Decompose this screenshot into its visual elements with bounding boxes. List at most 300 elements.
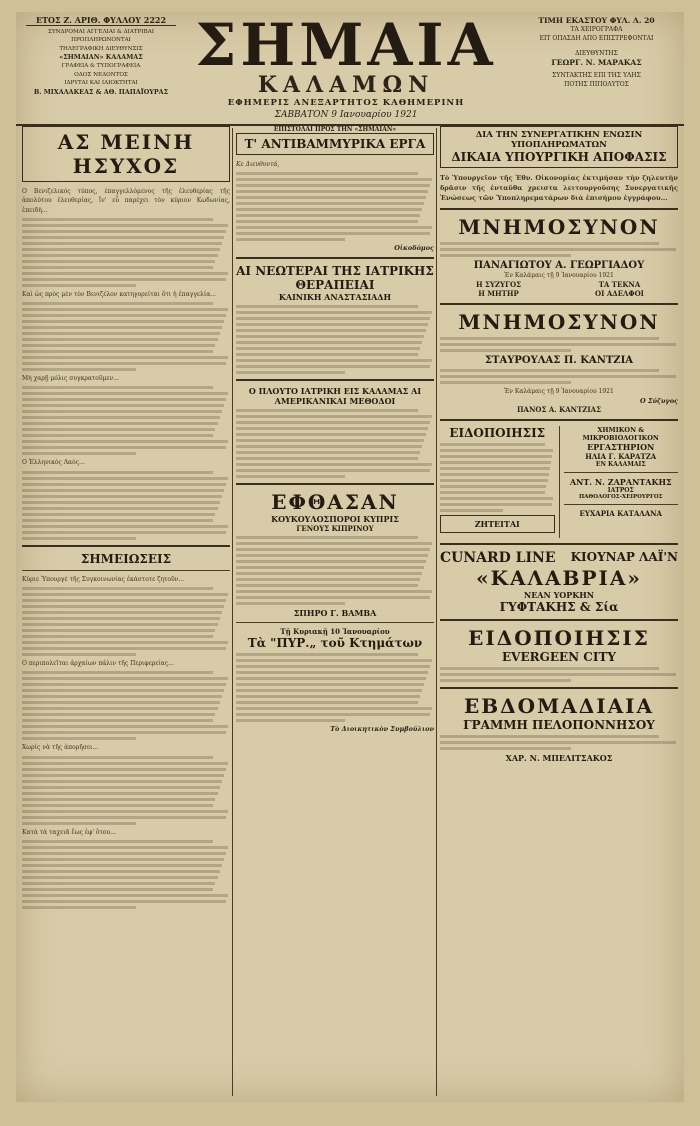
offices-label: ΓΡΑΦΕΙΑ & ΤΥΠΟΓΡΑΦΕΙΑ — [61, 62, 141, 69]
print-line — [22, 695, 222, 698]
lead-article — [22, 126, 230, 182]
ship-name: «ΚΑΛΑΒΡΙΑ» — [476, 565, 642, 590]
print-line — [236, 653, 418, 656]
arrival-subheadline: ΚΟΥΚΟΥΛΟΣΠΟΡΟΙ ΚΥΠΡΙΣ — [271, 514, 399, 525]
print-line — [22, 864, 222, 867]
column-3 — [440, 126, 678, 1098]
section-divider — [440, 543, 678, 545]
price-line: ΤΙΜΗ ΕΚΑΣΤΟΥ ΦΥΛ. Λ. 20 — [538, 16, 655, 25]
doctor-name: ΑΝΤ. Ν. ΖΑΡΑΝΤΑΚΗΣ — [569, 476, 672, 487]
print-line — [236, 578, 420, 581]
memorial-2-date: Ἐν Καλάμαις τῇ 9 Ἰανουαρίου 1921 — [504, 388, 614, 396]
print-line — [440, 381, 571, 384]
print-line — [22, 792, 218, 795]
print-line — [440, 741, 676, 744]
article-text — [440, 667, 678, 682]
print-line — [236, 602, 345, 605]
print-line — [236, 439, 424, 442]
telegraph-address: «ΣΗΜΑΙΑΝ» ΚΑΛΑΜΑΣ — [59, 53, 143, 62]
memorial-2-title: ΜΝΗΜΟΣΥΝΟΝ — [458, 310, 660, 335]
signatory: Η ΣΥΖΥΓΟΣ — [475, 280, 522, 290]
signatory: Η ΜΗΤΗΡ — [478, 289, 519, 299]
cooperative-article — [440, 126, 678, 168]
print-line — [22, 326, 222, 329]
doctor-desc: ΠΑΘΟΛΟΓΟΣ-ΧΕΙΡΟΥΡΓΟΣ — [578, 493, 663, 500]
print-line — [440, 349, 571, 352]
print-line — [236, 202, 424, 205]
section-divider — [440, 208, 678, 210]
article-text — [22, 840, 230, 909]
lab-owner: ΗΛΙΑ Γ. ΚΑΡΑΤΖΑ — [585, 451, 657, 461]
print-line — [236, 659, 432, 662]
print-line — [22, 507, 218, 510]
print-line — [22, 707, 218, 710]
print-line — [236, 371, 345, 374]
print-line — [236, 226, 432, 229]
print-line — [22, 272, 228, 275]
telegraph-label: ΤΗΛΕΓΡΑΦΙΚΗ ΔΙΕΥΘΥΝΣΙΣ — [59, 45, 143, 52]
print-line — [236, 590, 432, 593]
signatory: ΟΙ ΑΔΕΛΦΟΙ — [595, 289, 644, 299]
print-line — [236, 707, 432, 710]
print-line — [22, 302, 213, 305]
print-line — [22, 677, 228, 680]
print-line — [236, 695, 420, 698]
print-line — [236, 329, 426, 332]
pharmacy-name: ΕΥΧΑΡΙΑ ΚΑΤΑΛΑΝΑ — [579, 508, 662, 518]
newspaper-subtitle: ΚΑΛΑΜΩΝ — [257, 72, 435, 98]
newspaper-title: ΣΗΜΑΙΑ — [195, 12, 497, 79]
print-line — [22, 428, 215, 431]
print-line — [22, 894, 228, 897]
print-line — [22, 671, 213, 674]
print-line — [22, 846, 228, 849]
print-line — [22, 798, 215, 801]
print-line — [236, 184, 430, 187]
issue-date: ΣΑΒΒΑΤΟΝ 9 Ιανουαρίου 1921 — [274, 110, 418, 120]
print-line — [22, 338, 218, 341]
print-line — [22, 224, 228, 227]
print-line — [22, 320, 224, 323]
print-line — [22, 725, 228, 728]
notes-paragraph: Χωρὶς νὰ τῆς ἀπορῆσει... — [22, 744, 99, 752]
print-line — [440, 337, 659, 340]
street-line: ΟΔΟΣ ΝΕΔΟΝΤΟΣ — [74, 71, 128, 78]
arrival-headline: ΕΦΘΑΣΑΝ — [271, 490, 399, 515]
masthead-right — [519, 16, 674, 89]
print-line — [236, 572, 422, 575]
print-line — [236, 560, 426, 563]
letter-signature: Οἰκοδόμος — [394, 244, 434, 253]
print-line — [22, 236, 224, 239]
signatory: ΤΑ ΤΕΚΝΑ — [598, 280, 641, 290]
print-line — [236, 317, 430, 320]
print-line — [236, 172, 418, 175]
print-line — [22, 737, 136, 740]
print-line — [22, 683, 226, 686]
letter-article — [236, 133, 434, 155]
memorial-1-title: ΜΝΗΜΟΣΥΝΟΝ — [458, 215, 660, 239]
agent-name: ΓΥΦΤΑΚΗΣ & Σία — [499, 599, 619, 614]
subscriptions-line: ΣΥΝΔΡΟΜΑΙ ΑΓΓΕΛΙΑΙ & ΔΙΑΤΡΙΒΑΙ — [48, 28, 154, 35]
article-text — [22, 471, 230, 540]
print-line — [22, 284, 136, 287]
print-line — [440, 491, 545, 494]
masthead-center — [181, 12, 511, 120]
print-line — [440, 509, 503, 512]
section-divider — [22, 545, 230, 547]
print-line — [236, 566, 424, 569]
editor-name: ΠΟΤΗΣ ΠΙΠΟΛΥΤΟΣ — [564, 81, 629, 88]
newspaper-tagline: ΕΦΗΜΕΡΙΣ ΑΝΕΞΑΡΤΗΤΟΣ ΚΑΘΗΜΕΡΙΝΗ — [227, 98, 465, 108]
print-line — [22, 525, 228, 528]
lab-title: ΧΗΜΙΚΟΝ & ΜΙΚΡΟΒΙΟΛΟΓΙΚΟΝ — [582, 425, 659, 442]
print-line — [236, 677, 426, 680]
print-line — [22, 768, 226, 771]
director-label: ΔΙΕΥΘΥΝΤΗΣ — [575, 50, 618, 57]
article-text — [236, 172, 434, 241]
print-line — [22, 483, 226, 486]
print-line — [22, 774, 224, 777]
print-line — [440, 467, 550, 470]
letter-headline: Τ' ΑΝΤΙΒΑΜΜΥΡΙΚΑ ΕΡΓΑ — [244, 137, 426, 151]
editor-label: ΣΥΝΤΑΚΤΗΣ ΕΠΙ ΤΗΣ ΥΛΗΣ — [552, 72, 641, 79]
section-divider — [440, 619, 678, 621]
print-line — [236, 178, 432, 181]
print-line — [440, 485, 546, 488]
article-text — [236, 653, 434, 722]
memorial-2-signatory: ΠΑΝΟΣ Α. ΚΑΝΤΖΙΑΣ — [516, 404, 602, 414]
weekly-title: ΕΒΔΟΜΑΔΙΑΙΑ — [463, 693, 654, 718]
ads-row — [440, 426, 678, 538]
ship-destination: ΝΕΑΝ ΥΟΡΚΗΝ — [523, 589, 595, 600]
print-line — [440, 497, 553, 500]
print-line — [22, 537, 136, 540]
wanted-title: ΖΗΤΕΙΤΑΙ — [474, 518, 520, 529]
notice-2-title: ΕΙΔΟΠΟΙΗΣΙΣ — [468, 625, 650, 650]
print-line — [22, 350, 213, 353]
print-line — [22, 858, 224, 861]
print-line — [22, 410, 222, 413]
print-line — [236, 463, 432, 466]
medical-headline: ΑΙ ΝΕΩΤΕΡΑΙ ΤΗΣ ΙΑΤΡΙΚΗΣ ΘΕΡΑΠΕΙΑΙ — [236, 264, 434, 293]
print-line — [22, 906, 136, 909]
print-line — [22, 593, 228, 596]
print-line — [236, 689, 422, 692]
print-line — [440, 461, 551, 464]
print-line — [22, 362, 226, 365]
print-line — [440, 343, 676, 346]
print-line — [236, 365, 430, 368]
notes-headline: ΣΗΜΕΙΩΣΕΙΣ — [80, 551, 172, 566]
weekly-subtitle: ΓΡΑΜΜΗ ΠΕΛΟΠΟΝΝΗΣΟΥ — [463, 717, 655, 732]
notice-title: ΕΙΔΟΠΟΙΗΣΙΣ — [449, 425, 546, 440]
lead-paragraph: Ο Βενιζελικός τύπος, έπαγγελλόμενος τῆς ἐλευθερίας τῆς ἀπολύτου ἐλευθερίας, ἵν' εὗ παρέχει τὸν κύριον Κωδωνίας, ἐπειδὴ... — [22, 188, 230, 214]
print-line — [440, 503, 552, 506]
letter-greeting: Κε Διευθυντά, — [236, 161, 280, 168]
print-line — [22, 629, 215, 632]
cunard-greek-title: ΚΙΟΥΝΑΡ ΛΑΪ'Ν — [570, 549, 678, 564]
print-line — [236, 719, 345, 722]
print-line — [22, 876, 218, 879]
article-text — [22, 671, 230, 740]
notes-paragraph: Ο περιπολεῖται ἀρχαίων πάλιν τῆς Περιφερείας... — [22, 660, 174, 668]
print-line — [236, 208, 422, 211]
print-line — [440, 473, 549, 476]
print-line — [236, 683, 424, 686]
column-2 — [236, 126, 434, 1098]
lab-place: ΕΝ ΚΑΛΑΜΑΙΣ — [595, 460, 646, 468]
physician-headline: Ο ΠΛΟΥΤΟ ΙΑΤΡΙΚΗ ΕΙΣ ΚΑΛΑΜΑΣ ΑΙ ΑΜΕΡΙΚΑΝΙΚΑΙ ΜΕΘΟΔΟΙ — [248, 386, 422, 407]
print-line — [440, 443, 545, 446]
print-line — [440, 254, 571, 257]
divider — [564, 504, 679, 505]
print-line — [236, 445, 422, 448]
print-line — [236, 665, 430, 668]
manuscripts-label: ΤΑ ΧΕΙΡΟΓΡΑΦΑ — [570, 26, 623, 33]
event-date: Τῇ Κυριακῇ 10 Ἰανουαρίου — [280, 627, 390, 637]
print-line — [22, 756, 213, 759]
lab-subtitle: ΕΡΓΑΣΤΗΡΙΟΝ — [587, 441, 655, 452]
print-line — [236, 421, 430, 424]
print-line — [236, 596, 430, 599]
print-line — [236, 305, 418, 308]
print-line — [440, 673, 676, 676]
print-line — [22, 422, 218, 425]
print-line — [22, 531, 226, 534]
print-line — [236, 311, 432, 314]
print-line — [236, 701, 418, 704]
section-divider — [440, 687, 678, 689]
manuscripts-note: ΕΙΤ ΟΠΑΣΔΗ ΑΠΟ ΕΠΙΣΤΡΕΦΟΝΤΑΙ — [539, 35, 654, 42]
print-line — [22, 260, 215, 263]
article-text — [236, 536, 434, 605]
divider — [236, 622, 434, 623]
lead-paragraph: Μὴ χαρῇ μόλις συγκρατοῦμεν... — [22, 375, 119, 383]
print-line — [440, 735, 659, 738]
memorial-1-name: ΠΑΝΑΓΙΩΤΟΥ Α. ΓΕΩΡΓΙΑΔΟΥ — [473, 260, 645, 271]
print-line — [22, 416, 220, 419]
medical-subheadline: ΚΑΙΝΙΚΗ ΑΝΑΣΤΑΣΙΑΔΗ — [278, 292, 392, 303]
print-line — [22, 611, 222, 614]
memorial-2-sign: Ο Σύζυγος — [640, 396, 678, 405]
print-line — [236, 214, 420, 217]
event-title: Τὰ "ΠΥΡ.„ τοῦ Κτημάτων — [247, 636, 423, 651]
print-line — [22, 386, 213, 389]
article-text — [440, 735, 678, 750]
notes-paragraph: Κύριε Ὑπουργὲ τῆς Συγκοινωνίας ἐκάστοτε ζητοῦν... — [22, 575, 184, 583]
print-line — [22, 266, 213, 269]
print-line — [22, 647, 226, 650]
divider — [22, 570, 230, 571]
print-line — [22, 230, 226, 233]
print-line — [22, 308, 228, 311]
print-line — [440, 455, 552, 458]
article-text — [22, 587, 230, 656]
wanted-ad — [440, 515, 555, 533]
masthead — [16, 12, 684, 126]
print-line — [22, 332, 220, 335]
print-line — [236, 359, 432, 362]
print-line — [22, 356, 228, 359]
lead-paragraph: Ο Ἑλληνικὸς Λαὸς... — [22, 459, 85, 467]
print-line — [440, 248, 676, 251]
print-line — [22, 398, 226, 401]
print-line — [440, 242, 659, 245]
print-line — [22, 489, 224, 492]
print-line — [22, 816, 226, 819]
letters-header: ΕΠΙΣΤΟΛΑΙ ΠΡΟΣ ΤΗΝ «ΣΗΜΑΙΑΝ» — [273, 126, 397, 133]
director-name: ΓΕΩΡΓ. Ν. ΜΑΡΑΚΑΣ — [551, 58, 642, 67]
article-text — [236, 409, 434, 478]
print-line — [22, 653, 136, 656]
article-text — [236, 305, 434, 374]
print-line — [440, 747, 571, 750]
lead-paragraph: Καὶ ὡς πρὸς μὲν τὸν Βενιζέλον κατηγορείται ὅτι ἡ ἐπαγγελία... — [22, 290, 216, 298]
print-line — [22, 248, 220, 251]
print-line — [236, 347, 420, 350]
print-line — [22, 804, 213, 807]
print-line — [22, 870, 220, 873]
print-line — [236, 451, 420, 454]
print-line — [22, 495, 222, 498]
column-1 — [22, 126, 230, 1098]
print-line — [22, 344, 215, 347]
print-line — [22, 587, 213, 590]
print-line — [22, 719, 213, 722]
print-line — [22, 599, 226, 602]
print-line — [22, 701, 220, 704]
memorial-1-date: Ἐν Καλάμαις τῇ 9 Ἰανουαρίου 1921 — [504, 272, 614, 279]
print-line — [236, 475, 345, 478]
print-line — [22, 882, 215, 885]
print-line — [440, 667, 659, 670]
print-line — [22, 840, 213, 843]
section-divider — [440, 419, 678, 421]
divider — [564, 472, 679, 473]
article-text — [440, 369, 678, 384]
print-line — [236, 713, 430, 716]
print-line — [236, 196, 426, 199]
shop-name: ΣΠΗΡΟ Γ. ΒΑΜΒΑ — [293, 608, 377, 619]
print-line — [440, 375, 676, 378]
print-line — [22, 762, 228, 765]
print-line — [440, 479, 548, 482]
print-line — [22, 278, 226, 281]
prepaid-line: ΠΡΟΠΛΗΡΩΝΟΝΤΑΙ — [71, 37, 131, 44]
print-line — [236, 433, 426, 436]
section-divider — [236, 257, 434, 259]
print-line — [236, 554, 428, 557]
print-line — [236, 341, 422, 344]
print-line — [236, 232, 430, 235]
article-text — [22, 756, 230, 825]
column-rule — [436, 128, 437, 1096]
print-line — [236, 190, 428, 193]
print-line — [236, 457, 418, 460]
notice-2-ship: EVERGEEN CITY — [502, 649, 616, 664]
print-line — [440, 369, 659, 372]
print-line — [236, 409, 418, 412]
print-line — [22, 218, 213, 221]
print-line — [236, 335, 424, 338]
print-line — [22, 501, 220, 504]
print-line — [22, 519, 213, 522]
print-line — [22, 477, 228, 480]
print-line — [22, 786, 220, 789]
print-line — [236, 536, 418, 539]
print-line — [236, 584, 418, 587]
doctor-title: ΙΑΤΡΟΣ — [607, 486, 634, 494]
issue-number: ΕΤΟΣ Z. ΑΡΙΘ. ΦΥΛΛΟΥ 2222 — [26, 16, 176, 26]
print-line — [236, 548, 430, 551]
print-line — [22, 434, 213, 437]
cooperative-subheadline: ΔΙΚΑΙΑ ΥΠΟΥΡΓΙΚΗ ΑΠΟΦΑΣΙΣ — [451, 150, 667, 164]
weekly-signature: ΧΑΡ. Ν. ΜΠΕΛΙΤΣΑΚΟΣ — [505, 752, 613, 763]
print-line — [236, 415, 432, 418]
print-line — [22, 641, 228, 644]
print-line — [236, 542, 432, 545]
print-line — [22, 713, 215, 716]
newspaper-page — [16, 12, 684, 1102]
print-line — [236, 353, 418, 356]
print-line — [236, 427, 428, 430]
print-line — [22, 471, 213, 474]
print-line — [22, 368, 136, 371]
founders-label: ΙΔΡΥΤΑΙ ΚΑΙ ΙΔΙΟΚΤΗΤΑΙ — [64, 80, 138, 87]
print-line — [22, 452, 136, 455]
print-line — [22, 810, 228, 813]
print-line — [236, 671, 428, 674]
print-line — [236, 469, 430, 472]
arrival-item: ΓΕΝΟΥΣ ΚΙΠΡΙΝΟΥ — [296, 524, 374, 534]
article-text — [22, 302, 230, 371]
cooperative-paragraph: Τὸ Ὑπουργεῖον τῆς Ἐθν. Οἰκονομίας ἐκτιμήσαν τὴν ζηλευτὴν δρᾶσιν τῆς ἐνταῦθα χρειστα λειτουργοῦσης Συνεργατικῆς Ἑνώσεως τῶν Ὑποπληρεματάρων διὰ ἐπισήμου ἐγγράφου... — [440, 174, 678, 202]
article-text — [440, 242, 678, 257]
print-line — [22, 731, 226, 734]
masthead-left — [26, 16, 176, 96]
print-line — [440, 449, 553, 452]
print-line — [22, 242, 222, 245]
print-line — [236, 323, 428, 326]
memorial-1-signatories — [440, 280, 678, 298]
cooperative-headline: ΔΙΑ ΤΗΝ ΣΥΝΕΡΓΑΤΙΚΗΝ ΕΝΩΣΙΝ ΥΠΟΠΛΗΡΩΜΑΤΩΝ — [475, 130, 643, 150]
print-line — [22, 314, 226, 317]
print-line — [22, 822, 136, 825]
print-line — [22, 392, 228, 395]
article-text — [22, 218, 230, 287]
print-line — [236, 238, 345, 241]
memorial-2-name: ΣΤΑΥΡΟΥΛΑΣ Π. ΚΑΝΤΖΙΑ — [484, 355, 634, 367]
print-line — [22, 888, 213, 891]
cunard-title: CUNARD LINE — [440, 549, 556, 566]
print-line — [22, 852, 226, 855]
event-signature: Τὸ Διοικητικὸν Συμβούλιον — [330, 725, 434, 734]
print-line — [22, 900, 226, 903]
section-divider — [236, 379, 434, 381]
print-line — [22, 617, 220, 620]
print-line — [22, 605, 224, 608]
print-line — [22, 440, 228, 443]
print-line — [440, 679, 571, 682]
print-line — [236, 220, 418, 223]
print-line — [22, 404, 224, 407]
section-divider — [440, 303, 678, 305]
section-divider — [236, 483, 434, 485]
print-line — [22, 623, 218, 626]
cunard-header — [440, 550, 678, 566]
print-line — [22, 254, 218, 257]
